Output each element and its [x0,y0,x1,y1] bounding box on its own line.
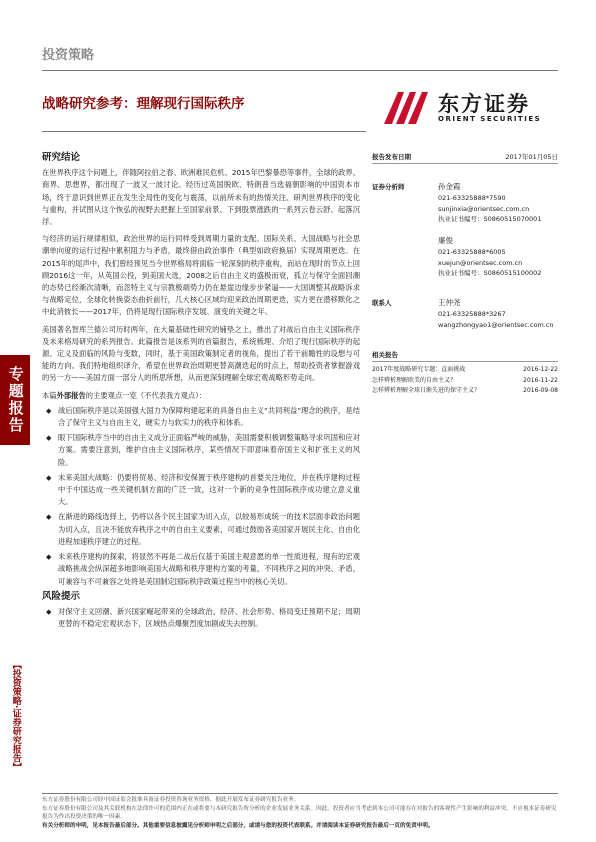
title-divider [42,131,366,132]
bullet-icon: ◆ [46,473,52,482]
bullet-icon: ◆ [46,513,52,522]
related-report-date: 2016-09-08 [523,387,558,395]
related-report-item[interactable] [372,365,558,376]
bullet-icon: ◆ [46,406,52,415]
analyst-name: 廉俊 [438,236,453,245]
related-report-title: 怎样辨析理解欧美的自由主义？ [372,376,457,384]
list-item [42,432,360,469]
analyst-entry [438,236,541,279]
list-item-text: 对保守主义回潮、新兴国家崛起带来的全球政治、经济、社会形势、格局变迁预期不足；周期更替的不稳定宏观状态下，区域热点爆聚烈度加剧或失去控制。 [58,606,360,629]
related-report-title: 怎样辨析理解全球日渐失进的保守主义？ [372,387,481,395]
list-item-text: 眼下国际秩序当中的自由主义成分正面临严峻的威胁，美国需要积极调整策略寻求巩固和应对方案。需要注意到，维护自由主义国际秩序，某些情况下即意味着帝国主义和扩张主义的风险。 [58,433,360,467]
related-report-item[interactable] [372,386,558,397]
contact-phone: 021-63325888*3267 [438,309,506,318]
analyst-license: 执业证书编号：S0860515070001 [438,215,542,224]
related-report-date: 2016-12-22 [523,365,558,373]
date-divider [372,163,558,164]
list-item-text: 战后国际秩序是以美国强大国力为保障构建起来的具备自由主义“共同利益”理念的秩序，是结合了保守主义与自由主义，硬实力与软实力的秩序和体系。 [58,405,360,428]
analyst-block-2 [372,236,558,279]
related-report-item[interactable] [372,376,558,387]
paragraph: 美国著名智库兰德公司历时两年，在大量基础性研究的铺垫之上，推出了对战后自由主义国际秩序及未来格局研究的系列报告。此篇报告是该系列的首篇报告，系统梳理、介绍了现行国际秩序的起源、定义及面临的风险与变数，同时，基于美国政策制定者的视角，提出了若干前瞻性的设想与可能的方向。我们特地组织译介，希望在世界政治周期更替高潮迭起的时点上，帮助投资者掌握游戏的另一方——美国方面一部分人的所思所想，从而更深刻理解全球宏观战略形势走向。 [42,324,360,383]
section-heading-risk: 风险提示 [42,590,81,602]
intro-prefix: 本篇 [42,390,57,400]
bullet-icon: ◆ [46,553,52,562]
report-date-row [372,152,558,164]
related-report-date: 2016-11-22 [523,376,558,384]
list-item [42,472,360,509]
list-item [42,606,360,630]
logo-text-en: ORIENT SECURITIES [438,115,542,123]
analyst-name: 孙金霞 [438,182,461,191]
key-points-list [42,405,360,588]
side-vertical-label [6,660,24,775]
analyst-entry [438,182,541,225]
bullets-intro [42,390,360,402]
related-divider [372,361,558,362]
related-report-title: 2017年度战略研究专题：直面挑战 [372,365,466,373]
main-content [42,152,360,633]
report-date-value: 2017年01月05日 [505,153,558,161]
bullet-icon: ◆ [46,607,52,616]
header-divider [42,70,558,71]
contact-label: 联系人 [372,299,392,307]
intro-suffix: 的主要观点一览（不代表我方观点）： [85,390,207,400]
logo-text-cn: 东方证券 [438,92,530,116]
bullet-icon: ◆ [46,434,52,443]
analyst-email[interactable]: sunjinxia@orientsec.com.cn [438,204,530,213]
analyst-phone: 021-63325888*6005 [438,247,506,256]
paragraph: 与经济的运行规律相似，政治世界的运行同样受到周期力量的支配。国际关系、大国战略与社会思潮单向度的运行过程中累积阻力与矛盾，最终借由政治事件（典型如政府换届）实现周期更迭。在2015年的尾声中，我们曾经预见当今世界格局将面临一轮深刻的秩序重构，而站在现时的节点上回顾2016这一年，从英国公投，到美国大选，2008之后自由主义的盛极而衰，孤立与保守全面回潮的态势已经渐次清晰，而忽特主义与宗教极端势力仍在悬崖边缘步步紧逼——大国调整其战略诉求与战略定位，全球化转换姿态曲折前行，几大核心区域均迎来政治周期更迭，实力更在潜移默化之中此消彼长——2017年，仍将是现行国际秩序发展、演变的关键之年。 [42,234,360,317]
report-title: 战略研究参考：理解现行国际秩序 [42,96,245,112]
side-vertical-text: 【投资策略·证券研究报告】 [10,660,21,772]
orient-logo-icon [378,84,432,132]
footer-line: 东方证券股份有限公司经中国证监会批准具备证券投资咨询业务资格，据此开展发布证券研究报告业务。 [42,797,300,803]
analyst-license: 执业证书编号：S0860515100002 [438,269,542,278]
side-band-report-type [0,355,30,445]
list-item-text: 在渐进的路线选择上，仍将以各个民主国家为切入点，以较易形成统一的技术层面非政治问题为切入点，且决不能放弃秩序之中的自由主义要素，可通过鼓励各美国家开展民主化、自由化进程加速秩序建立的过程。 [58,512,360,546]
footer-disclaimer [42,796,558,831]
risk-list [42,606,360,630]
contact-name: 王仲尧 [438,298,461,307]
contact-entry [438,298,554,330]
report-date-label: 报告发布日期 [372,153,411,161]
footer-line-bold: 有关分析师的申明，见本报告最后部分。其他重要信息披露见分析师申明之后部分，或请与您的投资代表联系。并请阅读本证券研究报告最后一页的免责申明。 [42,823,434,830]
footer-line: 东方证券股份有限公司及其关联机构在法律许可的范围内正在或将要与本研究报告所分析的企业发展业务关系。因此，投资者应当考虑到本公司可能存在对报告的客观性产生影响的利益冲突，不应视本证券研究报告为作出投资决策的唯一因素。 [42,805,557,821]
list-item [42,405,360,429]
footer-divider [42,793,558,794]
analyst-email[interactable]: xuejun@orientsec.com.cn [438,258,523,267]
contact-block [372,298,558,330]
related-reports [372,350,558,397]
list-item [42,551,360,588]
report-category: 投资策略 [42,48,95,63]
list-item-text: 未来秩序建构的探索，将显然不再是二战后仅基于美国主观意愿的单一性质进程，现有的宏观战略挑战会纵深超多地影响美国大战略和秩序建构方案的考量，不同秩序之间的冲突、矛盾，可兼容与不可兼容之处将是美国制定国际秩序政策过程当中的核心关切。 [58,552,360,586]
company-logo [378,84,560,132]
section-heading-conclusion: 研究结论 [42,152,81,163]
list-item-text: 未来美国大战略：仍要将贸易、经济和安保置于秩序建构的首要关注地位，并在秩序建构过程中于中国达成一些关键机制方面的广泛一致，这对一个新的竞争性国际秩序成功建立意义重大。 [58,472,360,507]
analyst-label: 证券分析师 [372,183,405,191]
analyst-block [372,182,558,225]
contact-email[interactable]: wangzhongyao1@orientsec.com.cn [438,320,554,329]
side-band-text: 专题报告 [6,366,25,434]
analyst-phone: 021-63325888*7590 [438,193,506,202]
list-item [42,511,360,548]
related-reports-label: 相关报告 [372,351,398,359]
paragraph: 在世界秩序这个问题上，伴随阿拉伯之春、欧洲难民危机、2015年巴黎暴恐等事件，全球的政界、商界、思想界，都出现了一波又一波讨论。经历过英国脱欧、特朗普当选福朝影响的中国资本市场，终于意识到世界正在发生全局性的变化与震荡，以前所未有的热情关注、研判世界秩序的变化与重构，并试图从这个恢弘的视野去把握上至国家前景、下到股票涨跌的一系列云卷云舒、起落沉浮。 [42,168,360,227]
intro-bold: 外部报告 [56,390,86,400]
